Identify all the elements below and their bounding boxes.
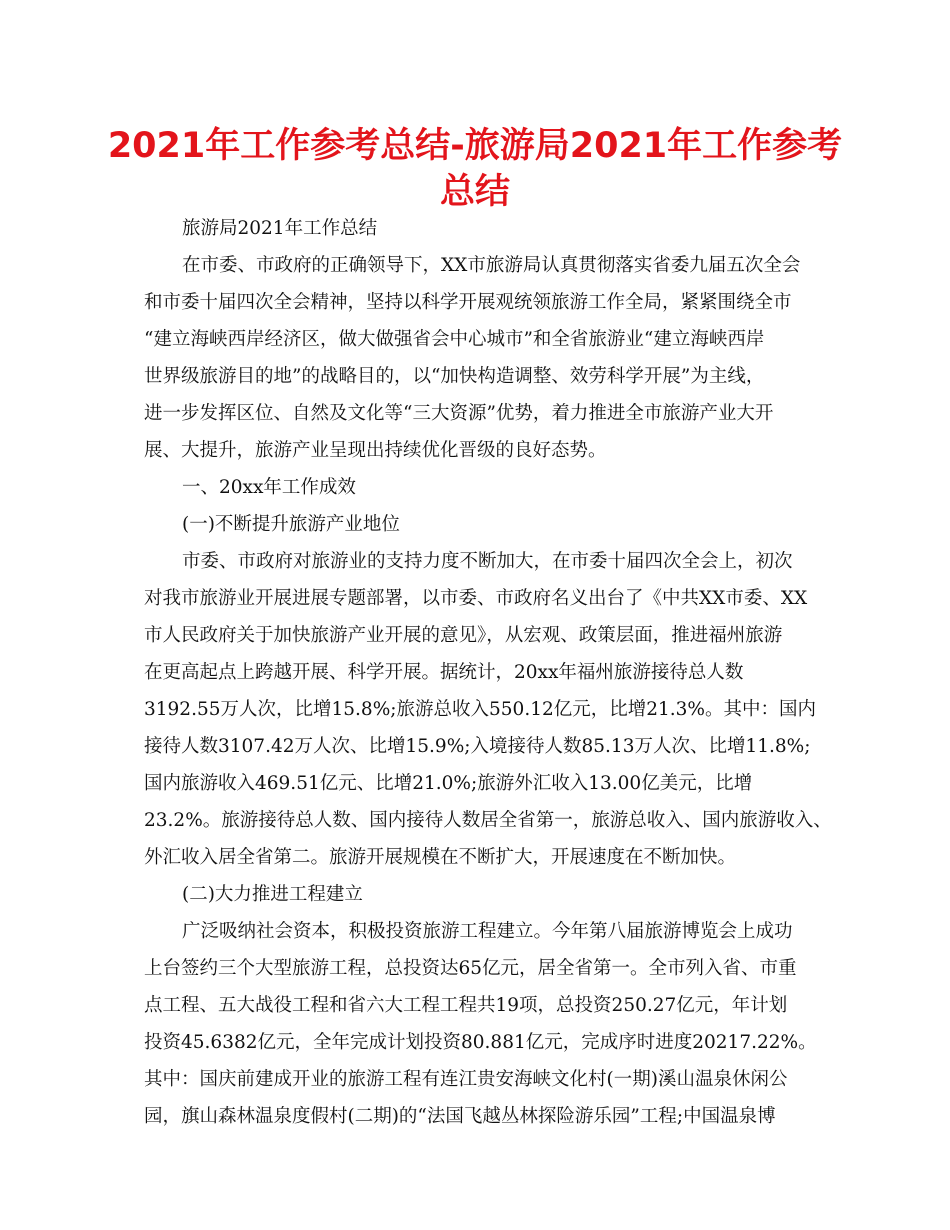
paragraph-line: 国内旅游收入469.51亿元、比增21.0%;旅游外汇收入13.00亿美元，比增 bbox=[144, 773, 753, 794]
document-title-line-1: 2021年工作参考总结-旅游局2021年工作参考 bbox=[107, 126, 843, 166]
paragraph-line: 世界级旅游目的地”的战略目的，以“加快构造调整、效劳科学开展”为主线， bbox=[144, 366, 765, 387]
subsection-heading: (一)不断提升旅游产业地位 bbox=[182, 514, 400, 535]
paragraph-line: 广泛吸纳社会资本，积极投资旅游工程建立。今年第八届旅游博览会上成功 bbox=[182, 921, 793, 942]
paragraph-line: 展、大提升，旅游产业呈现出持续优化晋级的良好态势。 bbox=[144, 440, 607, 461]
paragraph-line: 23.2%。旅游接待总人数、国内接待人数居全省第一，旅游总收入、国内旅游收入、 bbox=[144, 810, 832, 831]
paragraph-line: 外汇收入居全省第二。旅游开展规模在不断扩大，开展速度在不断加快。 bbox=[144, 847, 737, 868]
paragraph-line: 其中：国庆前建成开业的旅游工程有连江贵安海峡文化村(一期)溪山温泉休闲公 bbox=[144, 1069, 788, 1090]
paragraph-line: 3192.55万人次，比增15.8%;旅游总收入550.12亿元，比增21.3%。其中：国内 bbox=[144, 699, 817, 720]
paragraph-line: “建立海峡西岸经济区，做大做强省会中心城市”和全省旅游业“建立海峡西岸 bbox=[144, 329, 765, 350]
paragraph-line: 和市委十届四次全会精神，坚持以科学开展观统领旅游工作全局，紧紧围绕全市 bbox=[144, 292, 792, 313]
paragraph-line: 园，旗山森林温泉度假村(二期)的“法国飞越丛林探险游乐园”工程;中国温泉博 bbox=[144, 1106, 776, 1127]
subtitle: 旅游局2021年工作总结 bbox=[182, 218, 378, 239]
section-heading: 一、20xx年工作成效 bbox=[182, 477, 356, 498]
paragraph-line: 市委、市政府对旅游业的支持力度不断加大，在市委十届四次全会上，初次 bbox=[182, 551, 793, 572]
paragraph-line: 进一步发挥区位、自然及文化等“三大资源”优势，着力推进全市旅游产业大开 bbox=[144, 403, 774, 424]
paragraph-line: 在市委、市政府的正确领导下，XX市旅游局认真贯彻落实省委九届五次全会 bbox=[182, 255, 801, 276]
paragraph-line: 对我市旅游业开展进展专题部署，以市委、市政府名义出台了《中共XX市委、XX bbox=[144, 588, 808, 609]
paragraph-line: 市人民政府关于加快旅游产业开展的意见》，从宏观、政策层面，推进福州旅游 bbox=[144, 625, 783, 646]
paragraph-line: 在更高起点上跨越开展、科学开展。据统计，20xx年福州旅游接待总人数 bbox=[144, 662, 744, 683]
subsection-heading: (二)大力推进工程建立 bbox=[182, 884, 363, 905]
paragraph-line: 接待人数3107.42万人次、比增15.9%;入境接待人数85.13万人次、比增11.8%; bbox=[144, 736, 811, 757]
paragraph-line: 点工程、五大战役工程和省六大工程工程共19项，总投资250.27亿元，年计划 bbox=[144, 995, 788, 1016]
paragraph-line: 投资45.6382亿元，全年完成计划投资80.881亿元，完成序时进度20217.22%。 bbox=[144, 1032, 817, 1053]
paragraph-line: 上台签约三个大型旅游工程，总投资达65亿元，居全省第一。全市列入省、市重 bbox=[144, 958, 797, 979]
document-title-line-2: 总结 bbox=[439, 172, 510, 212]
